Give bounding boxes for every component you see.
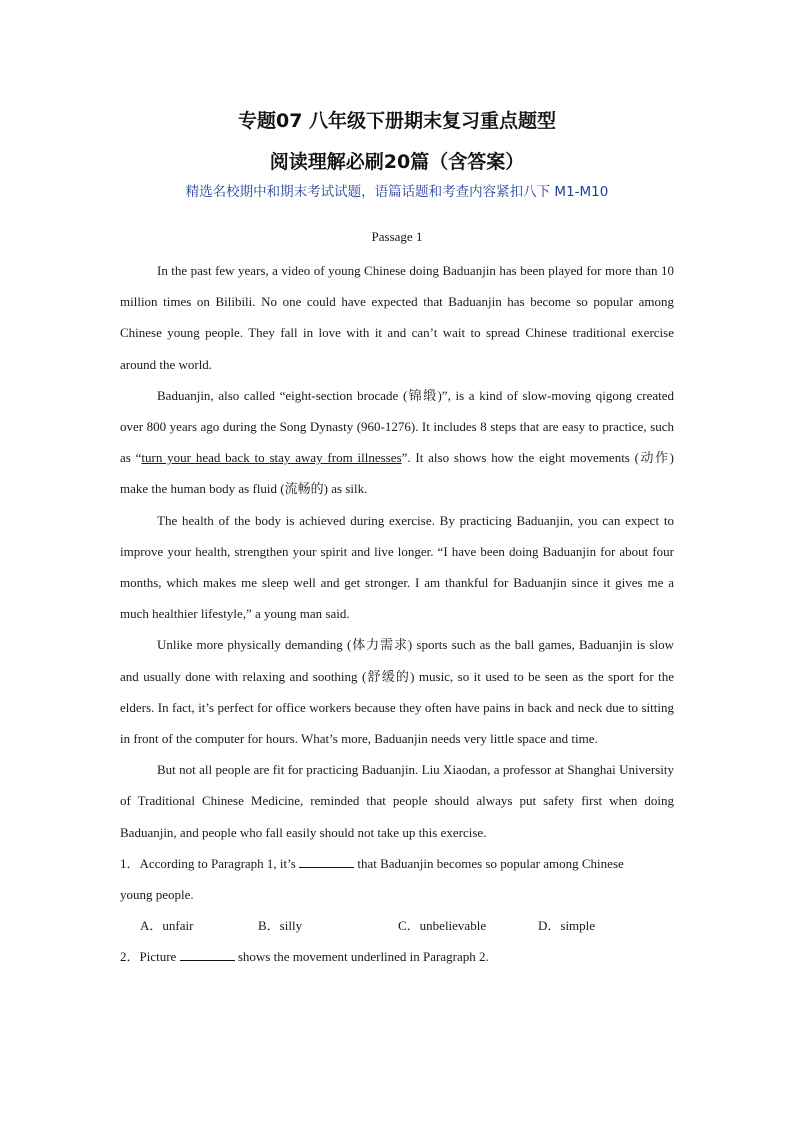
paragraph-2-text-a: Baduanjin, also called “eight-section brocade (锦缎)”, is a kind of slow-moving qigong created over 800 years ago during the Song Dynasty (960-1276). It includes 8 steps that are easy to practice, such as “ (120, 387, 674, 466)
option-b: B．silly (258, 918, 303, 934)
answer-blank (299, 853, 354, 868)
question-2-text-a: 2．Picture (120, 949, 177, 965)
paragraph-1: In the past few years, a video of young Chinese doing Baduanjin has been played for more than 10 million times on Bilibili. No one could have expected that Baduanjin has become so popular among Chinese young people. They fall in love with it and can’t wait to spread Chinese traditional exercise around the world. (120, 263, 674, 372)
paragraph-3: The health of the body is achieved during exercise. By practicing Baduanjin, you can expect to improve your health, strengthen your spirit and live longer. “I have been doing Baduanjin for about four months, which makes me sleep well and get stronger. I am thankful for Baduanjin since it gives me a much healthier lifestyle,” a young man said. (120, 512, 674, 622)
question-1-text-b: that Baduanjin becomes so popular among Chinese (357, 855, 624, 871)
document-subtitle-title: 阅读理解必刷20篇（含答案） (269, 151, 525, 173)
option-a: A．unfair (140, 918, 194, 934)
question-1 (120, 848, 674, 879)
answer-blank (180, 946, 235, 961)
passage-body (120, 255, 674, 973)
paragraph-5: But not all people are fit for practicing Baduanjin. Liu Xiaodan, a professor at Shanghai University of Traditional Chinese Medicine, reminded that people should always put safety first when doing Baduanjin, and people who fall easily should not take up this exercise. (120, 762, 674, 840)
question-2-text-b: shows the movement underlined in Paragraph 2. (237, 949, 489, 965)
paragraph-2-text-b: ”. It also shows how the eight movements (动作) make the human body as fluid (流畅的) as silk. (120, 450, 675, 497)
paragraph-2 (120, 380, 674, 505)
document-title: 专题07 八年级下册期末复习重点题型 (237, 110, 557, 132)
question-2 (120, 941, 674, 972)
question-1-continued: young people. (120, 887, 194, 903)
passage-label: Passage 1 (371, 229, 423, 244)
paragraph-4: Unlike more physically demanding (体力需求) sports such as the ball games, Baduanjin is slow and usually done with relaxing and soothing (舒缓的) music, so it used to be seen as the sport for the elders. In fact, it’s perfect for office workers because they often have pains in back and neck due to sitting in front of the computer for hours. What’s more, Baduanjin needs very little space and time. (120, 637, 674, 747)
option-d: D．simple (538, 918, 596, 934)
option-c: C．unbelievable (398, 918, 487, 934)
underlined-movement: turn your head back to stay away from illnesses (141, 450, 402, 466)
question-1-text-a: 1．According to Paragraph 1, it’s (120, 855, 296, 871)
question-1-options (120, 910, 674, 941)
document-description: 精选名校期中和期末考试试题，语篇话题和考查内容紧扣八下 M1-M10 (185, 184, 609, 200)
